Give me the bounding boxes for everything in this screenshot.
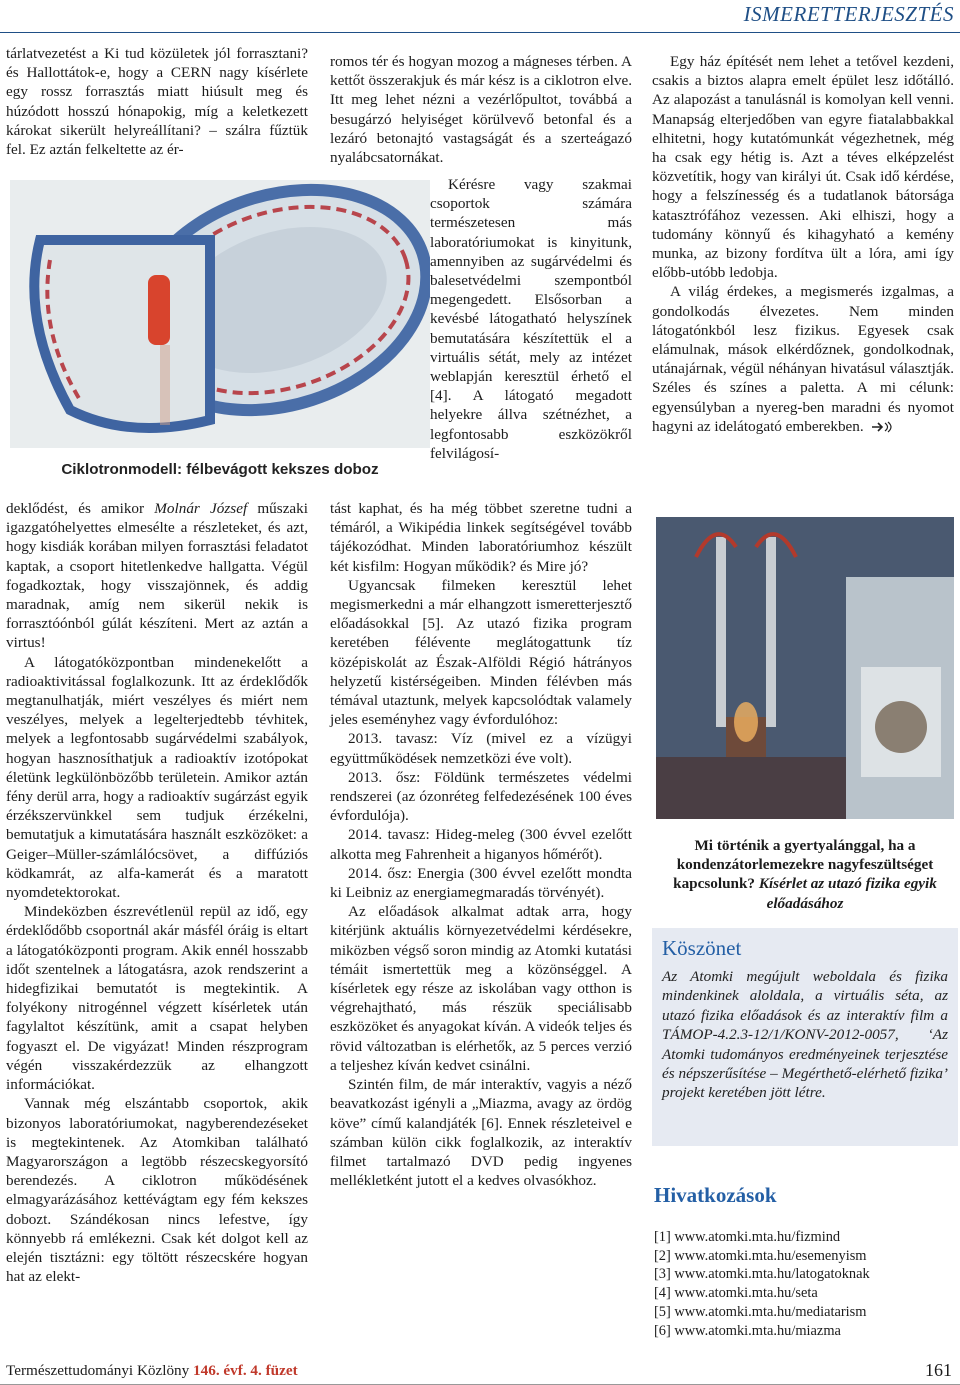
paragraph: Kérésre vagy szakmai csoportok számára természetesen más laboratóriumokat is kinyitunk, amennyiben az sugárvédelmi és balesetvédelmi szempontból megengedett. Elsősorban a kevésbé látogatható helyszínek bemutatására készítettük el a virtuális sétát, mely az intézet weblapján keresztül érhető el [4]. A látogató megadott helyekre állva szétnézhet, a legfontosabb eszközökről felvilágosí- — [430, 176, 632, 462]
article-end-icon — [870, 421, 892, 433]
paragraph: A világ érdekes, a megismerés izgalmas, a gondolkodás élvezetes. Nem minden látogatónkból lesz fizikus. Egyesek csak elámulnak, mások elkérdőznek, gondolkodnak, utánajárnak, végül néhányan hivatásul választják. Széles és színes a paletta. A mi célunk: egyensúlyban a nyereg-ben maradni és nyomot hagyni az idelátogató emberekben. — [652, 283, 954, 435]
reference-link[interactable]: [6] www.atomki.mta.hu/miazma — [654, 1322, 841, 1339]
paragraph: romos tér és hogyan mozog a mágneses térben. A kettőt összerakjuk és már kész is a ciklotron elve. Itt meg lehet nézni a vezérlőpultot, továbbá a besugárzó helyiséget körülvevő betonfal és a lezáró betonajtó vastagságát és a szerteágazó nyalábcsatornákat. — [330, 53, 632, 167]
reference-link[interactable]: [4] www.atomki.mta.hu/seta — [654, 1285, 818, 1302]
paragraph: 2013. ősz: Földünk természetes védelmi rendszerei (az ózonréteg felfedezésének 100 éves évfordulója). — [330, 768, 632, 825]
acknowledgement-box — [652, 928, 958, 1146]
column-1-bottom — [6, 499, 308, 1286]
reference-link[interactable]: [1] www.atomki.mta.hu/fizmind — [654, 1229, 841, 1245]
capacitor-candle-illustration — [656, 517, 954, 819]
journal-issue: 146. évf. 4. füzet — [193, 1362, 298, 1379]
paragraph: 2014. ősz: Energia (300 évvel ezelőtt mondta ki Leibniz az energiamegmaradás törvényét). — [330, 864, 632, 902]
cyclotron-model-photo — [10, 180, 430, 448]
acknowledgement-title: Köszönet — [662, 936, 742, 960]
reference-link[interactable]: [5] www.atomki.mta.hu/mediatarism — [654, 1303, 867, 1320]
column-3-top — [652, 52, 954, 436]
paragraph: deklődést, és amikor Molnár József műszaki igazgatóhelyettes elmesélte a részleteket, és azt, hogy kisdiák korában milyen forrasztási feladatot kaptak, a csoport hitetlenkedve hallgatta. Végül fogadkoztak, hogy visszajönnek, és addig maradnak, amíg nem sikerül nekik is forrasztóónból gúlát készíteni. Mert az aztán a virtus! — [6, 500, 308, 652]
paragraph: Mindeközben észrevétlenül repül az idő, egy érdeklődőbb csoportnál akár másfél óráig is eltart a látogatóközponti program. Akik ennél hosszabb időt szentelnek a látogatásra, azok rendszerint a hidegfizikai bemutatót is megtekintik. A folyékony nitrogénnel végzett kísérletek után fagylaltot készítünk, amit a csapat helyben fogyaszt el. De vigyázat! Minden részprogram végén visszakérdezzük az elhangzott információkat. — [6, 903, 308, 1094]
page-number: 161 — [925, 1360, 952, 1380]
paragraph: Egy ház építését nem lehet a tetővel kezdeni, csakis a biztos alapra emelt épület lesz időtálló. Az alapozást a tanulásnál is komolyan kell venni. Manapság elterjedőben van egyre fiatalabbakkal elhitetni, hogy kutatómunkát végezhetnek, még ha csak egy hétig is. Azt a téves elképzelést közvetítik, hogy van királyi út. Csak idő kérdése, hogy a felszínesség és a tudatlanok bátorsága katasztrófához vezessen. Aki elhiszi, hogy a tudomány könnyű és kihagyható a kemény munka, az bizony fordítva ült a lóra, ami így előbb-utóbb ledobja. — [652, 53, 954, 282]
references-title: Hivatkozások — [654, 1183, 777, 1207]
person-name: Molnár József — [154, 500, 248, 517]
reference-link[interactable]: [2] www.atomki.mta.hu/esemenyism — [654, 1247, 867, 1264]
paragraph: Ugyancsak filmeken keresztül lehet megismerkedni a már elhangzott ismeretterjesztő előadásokkal [5]. Az utazó fizika program keretében félévente meglátogattunk tíz középiskolát az Észak-Alföldi Régió hátrányos helyzetű kistérségeiben. Minden félévben más témával utaztunk, melyek kapcsolódtak valamely jeles eseményhez vagy évfordulóhoz: — [330, 576, 632, 729]
reference-link[interactable]: [3] www.atomki.mta.hu/latogatoknak — [654, 1266, 870, 1283]
figure-2-caption: Mi történik a gyertyalánggal, ha a kondenzátorlemezekre nagyfeszültséget kapcsolunk? Kísérlet az utazó fizika egyik előadásához — [673, 837, 937, 912]
acknowledgement-text: Az Atomki megújult weboldala és fizika mindenkinek aloldala, a virtuális séta, az utazó fizika előadások és az interaktív film a TÁMOP-4.2.3-12/1/KONV-2012-0057, ‘Az Atomki tudományos eredményeinek terjesztése és népszerűsítése – Megérthető-elérhető fizika’ projekt keretében jött létre. — [662, 968, 948, 1102]
section-label: ISMERETTERJESZTÉS — [743, 2, 954, 26]
paragraph: tást kaphat, és ha még többet szeretne tudni a témáról, a Wikipédia linkek segítségével tovább tájékozódhat. Minden laboratóriumhoz készült két kisfilm: Hogyan működik? és Mire jó? — [330, 500, 632, 575]
column-2-bottom — [330, 499, 632, 1190]
figure-1-caption: Ciklotronmodell: félbevágott kekszes doboz — [61, 461, 379, 478]
journal-name: Természettudományi Közlöny — [6, 1362, 190, 1379]
paragraph: tárlatvezetést a Ki tud közületek jól forrasztani? és Hallottátok-e, hogy a CERN nagy kísérlete egy rossz forrasztás miatt hiúsult meg és húzódott hosszú hónapokig, míg a keletkezett károkat sikerült helyreállítani? – szálra fűztük fel. Ez aztán felkeltette az ér- — [6, 45, 308, 159]
column-1-top — [6, 44, 308, 159]
paragraph: Az előadások alkalmat adtak arra, hogy kitérjünk aktuális környezetvédelmi kérdésekre, miközben végső soron mindig az Atomki kutatási témáit ismertettük meg a közönséggel. A kísérletek egy része az iskolában vagy otthon is végrehajtható, más részük speciálisabb eszközöket és anyagokat kíván. A videók teljes és rövid változatban is elérhetők, az 5 perces verzió a teljeshez kíván kedvet csinálni. — [330, 903, 632, 1074]
cookie-tin-illustration — [10, 180, 430, 448]
references-list — [654, 1228, 956, 1340]
column-2-top — [330, 52, 632, 167]
paragraph: Vannak még elszántabb csoportok, akik bizonyos laboratóriumokat, nagyberendezéseket is megtekintenek. Az Atomkiban található Magyarországon a legtöbb részecskegyorsító berendezés. A ciklotron működésének elmagyarázásához kettévágtam egy fém kekszes dobozt. Szándékosan nincs lefestve, így könnyebb rá emlékezni. Csak két dolgot kell az elején tisztázni: egy töltött részecskére hogyan hat az elekt- — [6, 1095, 308, 1286]
paragraph: A látogatóközpontban mindenekelőtt a radioaktivitással foglalkozunk. Itt az érdeklődők megtanulhatják, miért veszélyes és miért nem veszélyes, melyek a legelterjedtebb tévhitek, melyek a legfontosabb sugárvédelmi szabályok, hogyan hasznosíthatjuk a radioaktív izotópokat életünk legkülönbözőbb területein. Amikor aztán fény derül arra, hogy a radioaktív sugárzást egyik érzékszervünkkel sem tudjuk érzékelni, bemutatjuk a kimutatására használt eszközöket: a Geiger–Müller-számlálócsövet, a diffúziós ködkamrát, az alfa-kamerát és a maratott nyomdetektorokat. — [6, 653, 308, 902]
capacitor-experiment-photo — [656, 517, 954, 819]
journal-footer — [6, 1362, 298, 1380]
column-2-wrapped-text — [430, 175, 632, 463]
paragraph: 2013. tavasz: Víz (mivel ez a vízügyi együttműködések nemzetközi éve volt). — [330, 730, 632, 767]
header-divider — [0, 32, 960, 33]
paragraph: Szintén film, de már interaktív, vagyis a néző beavatkozást igényli a „Miazma, avagy az ördög köve” című kalandjáték [6]. Ennek részleteivel e számban külön cikk foglalkozik, az interaktív filmet tartalmazó DVD pedig ingyenes mellékletként jutott el a kedves olvasókhoz. — [330, 1076, 632, 1190]
paragraph: 2014. tavasz: Hideg-meleg (300 évvel ezelőtt alkotta meg Fahrenheit a higanyos hőmérőt). — [330, 826, 632, 863]
